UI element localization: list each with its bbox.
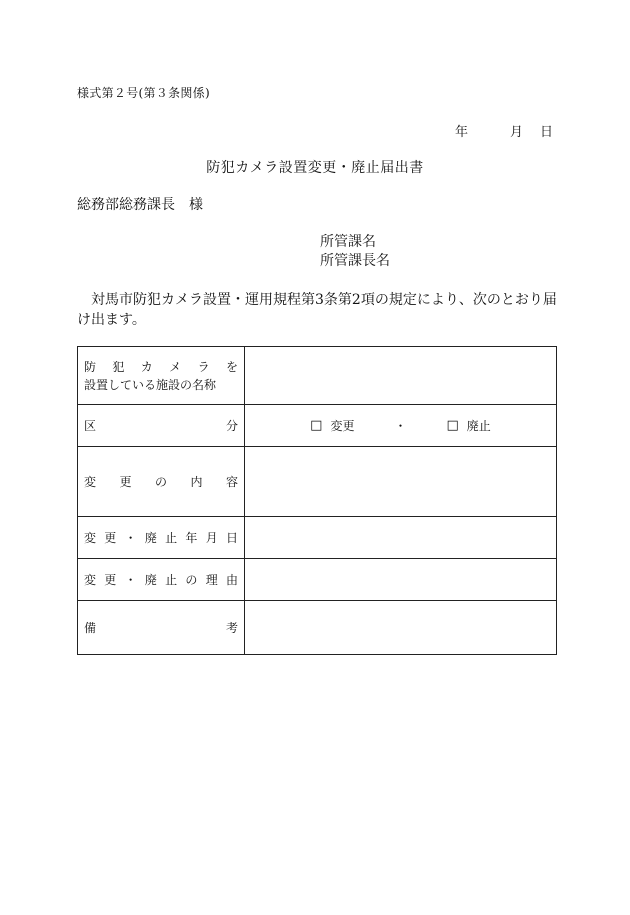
change-checkbox[interactable]: □: [310, 418, 323, 433]
label-line2: 設置している施設の名称: [84, 377, 217, 392]
date-year: 年: [455, 125, 469, 140]
label-remarks: 備 考: [78, 601, 245, 655]
label-line1: 防 犯 カ メ ラ を: [84, 359, 238, 374]
sender-block: [320, 233, 390, 271]
change-reason-field[interactable]: [245, 559, 557, 601]
addressee: 総務部総務課長 様: [77, 197, 203, 213]
body-text: 対馬市防犯カメラ設置・運用規程第3条第2項の規定により、次のとおり届け出ます。: [77, 292, 557, 328]
table-row: [78, 601, 557, 655]
change-date-field[interactable]: [245, 517, 557, 559]
label-facility-name: [78, 347, 245, 405]
category-field: [245, 405, 557, 447]
change-option-label: 変更: [330, 419, 355, 433]
date-month: 月: [510, 125, 524, 140]
date-day: 日: [540, 125, 554, 140]
table-row: [78, 347, 557, 405]
table-row: [78, 517, 557, 559]
form-number: 様式第２号(第３条関係): [77, 86, 210, 100]
abolish-option-label: 廃止: [466, 419, 491, 433]
date-line: [455, 121, 553, 140]
label-change-date: 変 更 ・ 廃 止 年 月 日: [78, 517, 245, 559]
table-row: [78, 559, 557, 601]
remarks-field[interactable]: [245, 601, 557, 655]
sender-dept: 所管課名: [320, 234, 376, 250]
label-change-content: 変 更 の 内 容: [78, 447, 245, 517]
change-content-field[interactable]: [245, 447, 557, 517]
label-change-reason: 変 更 ・ 廃 止 の 理 由: [78, 559, 245, 601]
form-table: [77, 346, 557, 655]
table-row: [78, 405, 557, 447]
sender-chief: 所管課長名: [320, 253, 390, 269]
abolish-checkbox[interactable]: □: [446, 418, 459, 433]
option-separator: ・: [394, 419, 407, 433]
label-category: 区 分: [78, 405, 245, 447]
document-title: 防犯カメラ設置変更・廃止届出書: [206, 160, 424, 176]
table-row: [78, 447, 557, 517]
facility-name-field[interactable]: [245, 347, 557, 405]
